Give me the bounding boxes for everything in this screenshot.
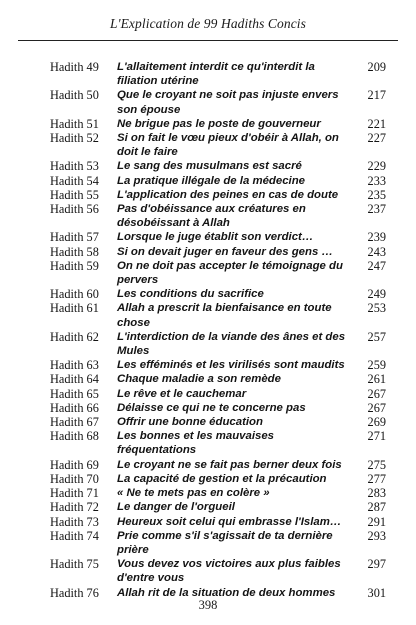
toc-entry-page: 235 [367,187,386,202]
toc-entry-label: Hadith 54 [50,173,99,188]
running-header: L'Explication de 99 Hadiths Concis [109,16,307,31]
toc-entry-label: Hadith 74 [50,528,99,543]
toc-entry-title: Les efféminés et les virilisés sont maudits [117,359,345,372]
toc-entry-page: 283 [367,486,386,501]
toc-entry [50,131,386,159]
toc-entry-label: Hadith 72 [50,500,99,515]
toc-entry [50,174,386,188]
toc-entry-title: Le danger de l'orgueil [117,501,235,514]
toc-entry-page: 261 [367,372,386,387]
toc-entry-label: Hadith 56 [50,202,99,217]
toc-entry-title: Offrir une bonne éducation [117,416,263,429]
toc-entry-page: 221 [367,116,386,131]
toc-entry-label: Hadith 53 [50,159,99,174]
table-of-contents [50,60,386,600]
toc-entry-label: Hadith 66 [50,400,99,415]
toc-entry-title: Chaque maladie a son remède [117,373,281,386]
toc-entry [50,515,386,529]
toc-entry-title: Délaisse ce qui ne te concerne pas [117,401,306,414]
toc-entry [50,358,386,372]
page-number: 398 [198,598,218,612]
toc-entry [50,188,386,202]
toc-entry-page: 267 [367,400,386,415]
toc-entry [50,202,386,230]
toc-entry-label: Hadith 64 [50,372,99,387]
toc-entry-title: On ne doit pas accepter le témoignage du pervers [117,259,343,287]
toc-entry-title: Si on devait juger en faveur des gens … [117,245,333,258]
toc-entry [50,88,386,116]
toc-entry-label: Hadith 75 [50,557,99,572]
toc-entry-title: Que le croyant ne soit pas injuste envers son épouse [117,89,339,116]
toc-entry-page: 217 [367,88,386,103]
toc-entry-label: Hadith 71 [50,486,99,501]
toc-entry-label: Hadith 70 [50,471,99,486]
toc-entry-label: Hadith 69 [50,457,99,472]
header-rule [18,40,398,41]
toc-entry [50,500,386,514]
toc-entry-title: La pratique illégale de la médecine [117,174,306,187]
toc-entry-title: Si on fait le vœu pieux d'obéir à Allah, on doit le faire [117,132,339,159]
toc-entry [50,415,386,429]
toc-entry-page: 277 [367,471,386,486]
toc-entry-label: Hadith 76 [50,585,99,600]
toc-entry-page: 253 [367,301,386,316]
toc-entry [50,117,386,131]
toc-entry-page: 301 [367,585,386,600]
toc-entry [50,372,386,386]
toc-entry [50,60,386,88]
toc-entry [50,529,386,557]
toc-entry-title: Prie comme s'il s'agissait de ta dernière prière [117,529,333,556]
toc-entry-label: Hadith 67 [50,415,99,430]
toc-entry-page: 287 [367,500,386,515]
toc-entry-page: 249 [367,287,386,302]
toc-entry-title: Le rêve et le cauchemar [117,387,247,400]
toc-entry-title: Pas d'obéissance aux créatures en désobéissant à Allah [117,203,306,230]
toc-entry-label: Hadith 55 [50,187,99,202]
toc-entry-label: Hadith 73 [50,514,99,529]
toc-entry-label: Hadith 51 [50,116,99,131]
toc-entry-title: Allah rit de la situation de deux hommes [117,586,336,599]
toc-entry-page: 237 [367,202,386,217]
toc-entry-page: 243 [367,244,386,259]
toc-entry-page: 291 [367,514,386,529]
toc-entry-title: L'allaitement interdit ce qu'interdit la filiation utérine [117,61,315,88]
toc-entry-page: 247 [367,258,386,273]
toc-entry-page: 257 [367,329,386,344]
toc-entry-title: « Ne te mets pas en colère » [117,487,270,500]
toc-entry-title: Le sang des musulmans est sacré [117,160,302,173]
toc-entry [50,429,386,457]
toc-entry-label: Hadith 61 [50,301,99,316]
toc-entry-label: Hadith 57 [50,230,99,245]
toc-entry-title: Les bonnes et les mauvaises fréquentations [117,430,275,457]
toc-entry-title: Lorsque le juge établit son verdict… [117,231,314,244]
toc-entry [50,458,386,472]
toc-entry [50,287,386,301]
toc-entry-label: Hadith 58 [50,244,99,259]
toc-entry-page: 259 [367,358,386,373]
toc-entry-label: Hadith 52 [50,131,99,146]
toc-entry-label: Hadith 68 [50,429,99,444]
toc-entry-title: Vous devez vos victoires aux plus faibles d'entre vous [117,558,341,585]
toc-entry [50,486,386,500]
toc-entry-page: 229 [367,159,386,174]
toc-entry [50,557,386,585]
toc-entry [50,159,386,173]
toc-entry-label: Hadith 65 [50,386,99,401]
toc-entry-title: Les conditions du sacrifice [117,288,264,301]
toc-entry [50,245,386,259]
toc-entry-title: Heureux soit celui qui embrasse l'Islam… [117,515,342,528]
toc-entry [50,472,386,486]
toc-entry-page: 227 [367,131,386,146]
toc-entry-page: 269 [367,415,386,430]
toc-entry-title: La capacité de gestion et la précaution [117,472,327,485]
toc-entry [50,401,386,415]
toc-entry-label: Hadith 50 [50,88,99,103]
toc-entry [50,301,386,329]
toc-entry-page: 209 [367,60,386,74]
toc-entry-page: 267 [367,386,386,401]
toc-entry-title: Ne brigue pas le poste de gouverneur [117,117,321,130]
toc-entry [50,330,386,358]
toc-entry-label: Hadith 60 [50,287,99,302]
toc-entry-label: Hadith 63 [50,358,99,373]
toc-entry-page: 271 [367,429,386,444]
toc-entry [50,259,386,287]
toc-entry-title: Le croyant ne se fait pas berner deux fois [117,458,342,471]
toc-entry-label: Hadith 62 [50,329,99,344]
toc-entry-page: 239 [367,230,386,245]
toc-entry-title: Allah a prescrit la bienfaisance en toute chose [117,302,332,329]
toc-entry-page: 275 [367,457,386,472]
toc-entry-title: L'interdiction de la viande des ânes et des Mules [117,330,346,358]
toc-entry-label: Hadith 59 [50,258,99,273]
toc-entry-page: 233 [367,173,386,188]
toc-entry-title: L'application des peines en cas de doute [117,188,339,201]
toc-entry-page: 293 [367,528,386,543]
toc-entry-label: Hadith 49 [50,60,99,74]
toc-entry [50,230,386,244]
toc-entry [50,387,386,401]
toc-entry-page: 297 [367,557,386,572]
